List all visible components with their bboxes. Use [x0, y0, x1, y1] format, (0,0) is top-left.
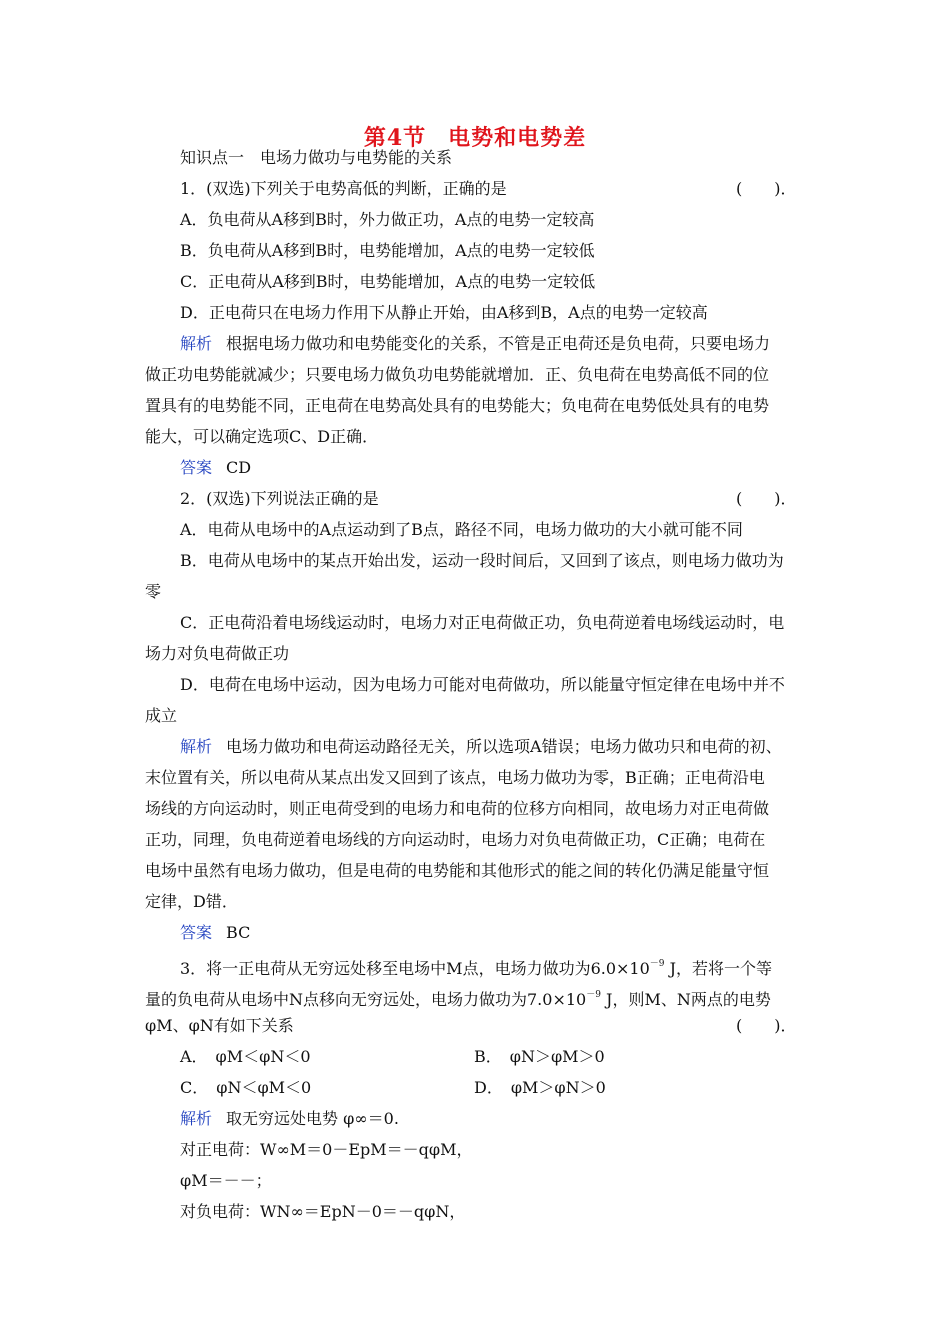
q2-analysis-line-3: 场线的方向运动时，则正电荷受到的电场力和电荷的位移方向相同，故电场力对正电荷做	[145, 799, 770, 818]
q3-positive-charge-equation: 对正电荷：W∞M＝0－EpM＝－qφM，	[180, 1140, 473, 1159]
analysis-label: 解析	[180, 737, 213, 756]
section-number: 第4节	[363, 125, 427, 151]
q1-option-b: B．负电荷从A移到B时，电势能增加，A点的电势一定较低	[180, 241, 595, 260]
q2-option-c-line-2: 场力对负电荷做正功	[145, 644, 290, 663]
q2-analysis-line-6: 定律，D错．	[145, 892, 238, 911]
q2-analysis-line-5: 电场中虽然有电场力做功，但是电荷的电势能和其他形式的能之间的转化仍满足能量守恒	[145, 861, 770, 880]
q3-stem-line-1: 3．将一正电荷从无穷远处移至电场中M点，电场力做功为$6.0\times 10^{-9}$ J，若将一个等	[180, 959, 773, 978]
q2-option-c-line-1: C．正电荷沿着电场线运动时，电场力对正电荷做正功，负电荷逆着电场线运动时，电	[180, 613, 785, 632]
q3-analysis-line-1: 解析 取无穷远处电势 φ∞＝0.	[180, 1109, 399, 1128]
analysis-label: 解析	[180, 1109, 213, 1128]
q1-analysis-line-4: 能大，可以确定选项C、D正确．	[145, 427, 379, 446]
q1-answer	[180, 457, 251, 479]
q1-stem: 1．(双选)下列关于电势高低的判断，正确的是	[180, 179, 507, 198]
q3-option-c: C． φN＜φM＜0	[180, 1078, 312, 1097]
q3-option-a: A． φM＜φN＜0	[180, 1047, 311, 1066]
q1-option-d: D．正电荷只在电场力作用下从静止开始，由A移到B，A点的电势一定较高	[180, 303, 708, 322]
q3-answer-blank: ( )．	[736, 1016, 797, 1035]
q2-analysis-line-2: 末位置有关，所以电荷从某点出发又回到了该点，电场力做功为零，B正确；正电荷沿电	[145, 768, 765, 787]
page-title	[0, 121, 950, 152]
q3-phi-m-equation: φM＝－－；	[180, 1171, 272, 1190]
q2-answer-blank: ( )．	[736, 489, 797, 508]
q1-answer-blank: ( )．	[736, 179, 797, 198]
q2-option-a: A．电荷从电场中的A点运动到了B点，路径不同，电场力做功的大小就可能不同	[180, 520, 743, 539]
q2-analysis-line-4: 正功，同理，负电荷逆着电场线的方向运动时，电场力对负电荷做正功，C正确；电荷在	[145, 830, 766, 849]
q2-option-b-line-2: 零	[145, 582, 162, 601]
q2-answer	[180, 922, 250, 944]
knowledge-point-heading: 知识点一 电场力做功与电势能的关系	[180, 148, 453, 167]
q1-option-c: C．正电荷从A移到B时，电势能增加，A点的电势一定较低	[180, 272, 596, 291]
answer-label: 答案	[180, 458, 213, 477]
q1-analysis-line-3: 置具有的电势能不同，正电荷在电势高处具有的电势能大；负电荷在电势低处具有的电势	[145, 396, 770, 415]
q1-option-a: A．负电荷从A移到B时，外力做正功，A点的电势一定较高	[180, 210, 595, 229]
q1-analysis-line-2: 做正功电势能就减少；只要电场力做负功电势能就增加．正、负电荷在电势高低不同的位	[145, 365, 770, 384]
q2-option-d-line-2: 成立	[145, 706, 178, 725]
answer-value: BC	[226, 923, 251, 942]
section-name: 电势和电势差	[448, 125, 587, 151]
answer-value: CD	[226, 458, 252, 477]
q2-option-b-line-1: B．电荷从电场中的某点开始出发，运动一段时间后，又回到了该点，则电场力做功为	[180, 551, 784, 570]
q3-stem-line-2: 量的负电荷从电场中N点移向无穷远处，电场力做功为$7.0\times 10^{-9}$ J，则M、N两点的电势	[145, 990, 771, 1009]
q2-stem: 2．(双选)下列说法正确的是	[180, 489, 379, 508]
q2-analysis-line-1: 解析 电场力做功和电荷运动路径无关，所以选项A错误；电场力做功只和电荷的初、	[180, 737, 782, 756]
answer-label: 答案	[180, 923, 213, 942]
q2-option-d-line-1: D．电荷在电场中运动，因为电场力可能对电荷做功，所以能量守恒定律在电场中并不	[180, 675, 785, 694]
analysis-label: 解析	[180, 334, 213, 353]
q3-option-b: B． φN＞φM＞0	[474, 1047, 605, 1066]
q3-negative-charge-equation: 对负电荷：WN∞＝EpN－0＝－qφN，	[180, 1202, 466, 1221]
q1-analysis-line-1: 解析 根据电场力做功和电势能变化的关系，不管是正电荷还是负电荷，只要电场力	[180, 334, 771, 353]
q3-stem-line-3: φM、φN有如下关系	[145, 1016, 294, 1035]
q3-option-d: D． φM＞φN＞0	[474, 1078, 606, 1097]
